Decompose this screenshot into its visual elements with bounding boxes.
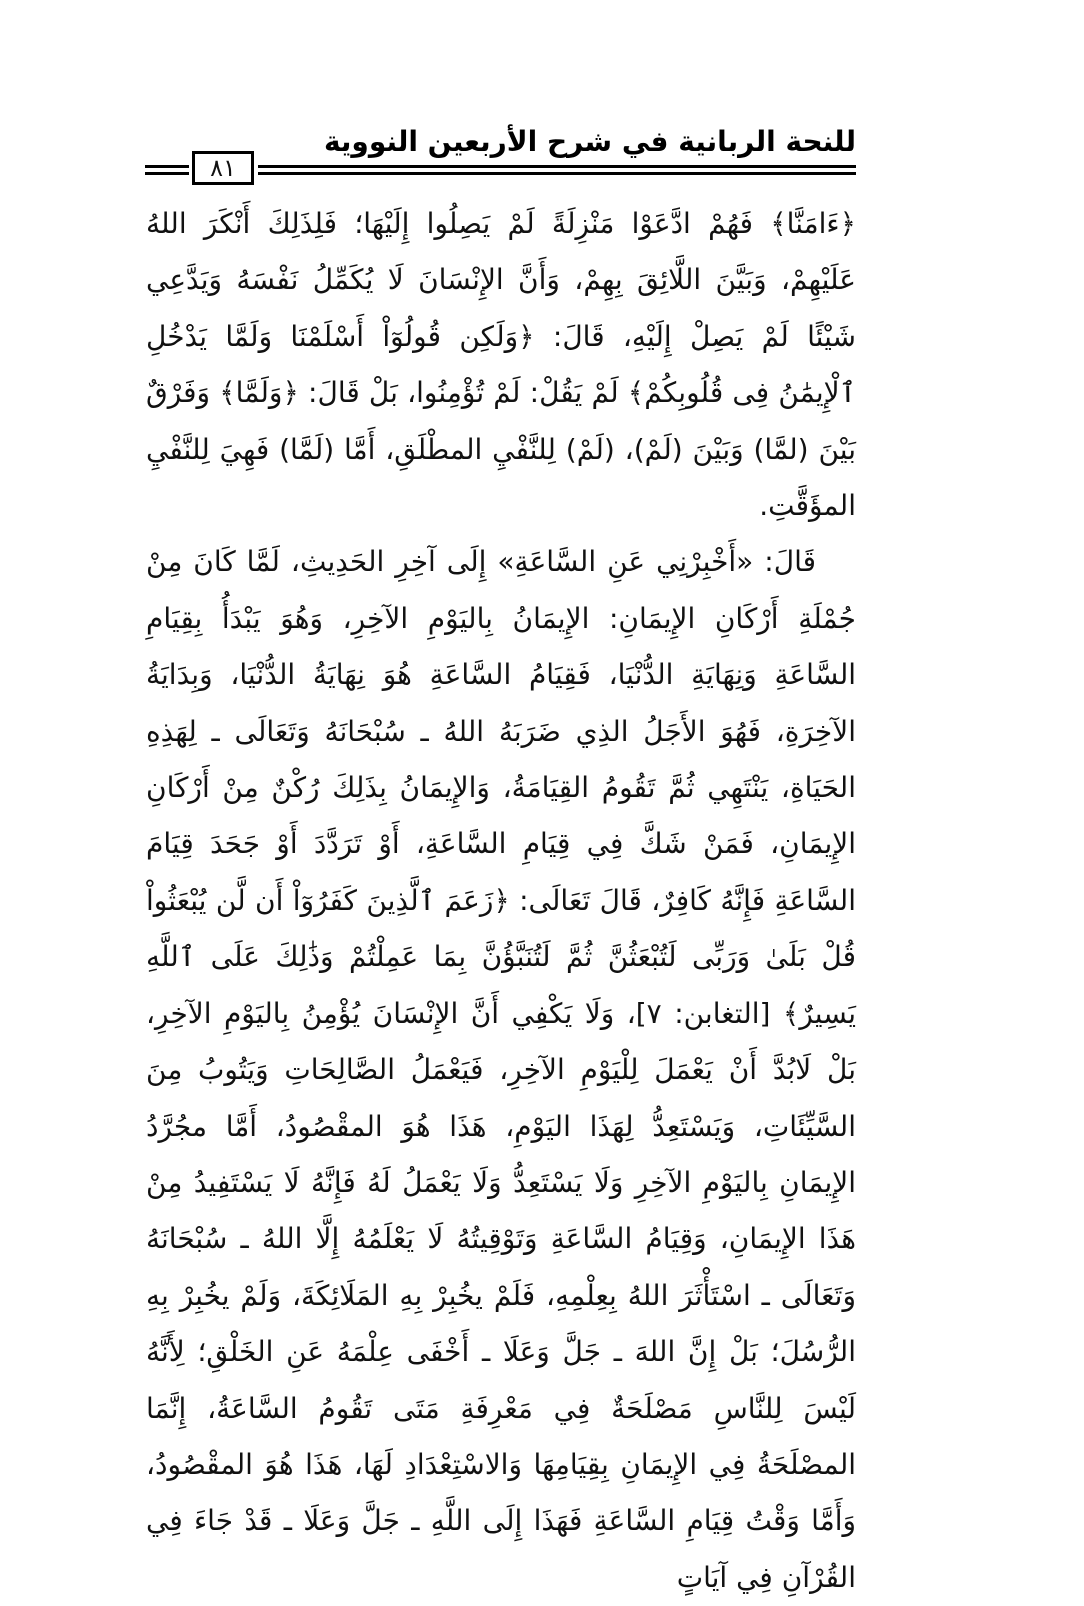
page-number: ٨١ [192,151,254,185]
header-rule-bottom [258,172,856,175]
header-rule-top [258,165,856,168]
paragraph-2-wrapper [146,534,856,1606]
page-number-rule-top [145,165,189,168]
running-header-title: للنحة الربانية في شرح الأربعين النووية [323,125,856,158]
page-number-rule-bottom [145,172,189,175]
paragraph-2: قَالَ: «أَخْبِرْنِي عَنِ السَّاعَةِ» إِلَى آخِرِ الحَدِيثِ، لَمَّا كَانَ مِنْ جُمْلَةِ أَرْكَانِ الإِيمَانِ: الإِيمَانُ بِاليَوْمِ الآخِرِ، وَهُوَ يَبْدَأُ بِقِيَامِ السَّاعَةِ وَنِهَايَةِ الدُّنْيَا، فَقِيَامُ السَّاعَةِ هُوَ نِهَايَةُ الدُّنْيَا، وَبِدَايَةُ الآخِرَةِ، فَهُوَ الأَجَلُ الذِي ضَرَبَهُ اللهُ ـ سُبْحَانَهُ وَتَعَالَى ـ لِهَذِهِ الحَيَاةِ، يَنْتَهِي ثُمَّ تَقُومُ القِيَامَةُ، وَالإِيمَانُ بِذَلِكَ رُكْنٌ مِنْ أَرْكَانِ الإِيمَانِ، فَمَنْ شَكَّ فِي قِيَامِ السَّاعَةِ، أَوْ تَرَدَّدَ أَوْ جَحَدَ قِيَامَ السَّاعَةِ فَإِنَّهُ كَافِرٌ، قَالَ تَعَالَى: ﴿زَعَمَ ٱلَّذِينَ كَفَرُوٓاْ أَن لَّن يُبْعَثُواْ قُلْ بَلَىٰ وَرَبِّى لَتُبْعَثُنَّ ثُمَّ لَتُنَبَّؤُنَّ بِمَا عَمِلْتُمْ وَذَٰلِكَ عَلَى ٱللَّهِ يَسِيرٌ﴾ [التغابن: ٧]، وَلَا يَكْفِي أَنَّ الإِنْسَانَ يُؤْمِنُ بِاليَوْمِ الآخِرِ، بَلْ لَابُدَّ أَنْ يَعْمَلَ لِلْيَوْمِ الآخِرِ، فَيَعْمَلُ الصَّالِحَاتِ وَيَتُوبُ مِنَ السَّيِّئَاتِ، وَيَسْتَعِدُّ لِهَذَا اليَوْمِ، هَذَا هُوَ المقْصُودُ، أَمَّا مجُرَّدُ الإِيمَانِ بِاليَوْمِ الآخِرِ وَلَا يَسْتَعِدُّ وَلَا يَعْمَلُ لَهُ فَإِنَّهُ لَا يَسْتَفِيدُ مِنْ هَذَا الإِيمَانِ، وَقِيَامُ السَّاعَةِ وَتَوْقِيتُهُ لَا يَعْلَمُهُ إِلَّا اللهُ ـ سُبْحَانَهُ وَتَعَالَى ـ اسْتَأْثَرَ اللهُ بِعِلْمِهِ، فَلَمْ يخُبِرْ بِهِ المَلَائِكَةَ، وَلَمْ يخُبِرْ بِهِ الرُّسُلَ؛ بَلْ إِنَّ اللهَ ـ جَلَّ وَعَلَا ـ أَخْفَى عِلْمَهُ عَنِ الخَلْقِ؛ لِأَنَّهُ لَيْسَ لِلنَّاسِ مَصْلَحَةٌ فِي مَعْرِفَةِ مَتَى تَقُومُ السَّاعَةُ، إِنَّمَا المصْلَحَةُ فِي الإِيمَانِ بِقِيَامِهَا وَالاسْتِعْدَادِ لَهَا، هَذَا هُوَ المقْصُودُ، وَأَمَّا وَقْتُ قِيَامِ السَّاعَةِ فَهَذَا إِلَى اللَّهِ ـ جَلَّ وَعَلَا ـ قَدْ جَاءَ فِي القُرْآنِ فِي آيَاتٍ [146,545,856,1594]
body-text [146,196,856,1606]
paragraph-1: ﴿ءَامَنَّا﴾ فَهُمْ ادَّعَوْا مَنْزِلَةً لَمْ يَصِلُوا إِلَيْهَا؛ فَلِذَلِكَ أَنْكَرَ اللهُ عَلَيْهِمْ، وَبَيَّنَ اللَّائِقَ بِهِمْ، وَأَنَّ الإِنْسَانَ لَا يُكَمِّلُ نَفْسَهُ وَيَدَّعِي شَيْئًا لَمْ يَصِلْ إِلَيْهِ، قَالَ: ﴿وَلَكِن قُولُوٓاْ أَسْلَمْنَا وَلَمَّا يَدْخُلِ ٱلْإِيمَٰنُ فِى قُلُوبِكُمْ﴾ لَمْ يَقُلْ: لَمْ تُؤْمِنُوا، بَلْ قَالَ: ﴿وَلَمَّا﴾ وَفَرْقٌ بَيْنَ (لمَّا) وَبَيْنَ (لَمْ)، (لَمْ) لِلنَّفْيِ المطْلَقِ، أَمَّا (لَمَّا) فَهِيَ لِلنَّفْيِ المؤَقَّتِ. [146,207,856,523]
